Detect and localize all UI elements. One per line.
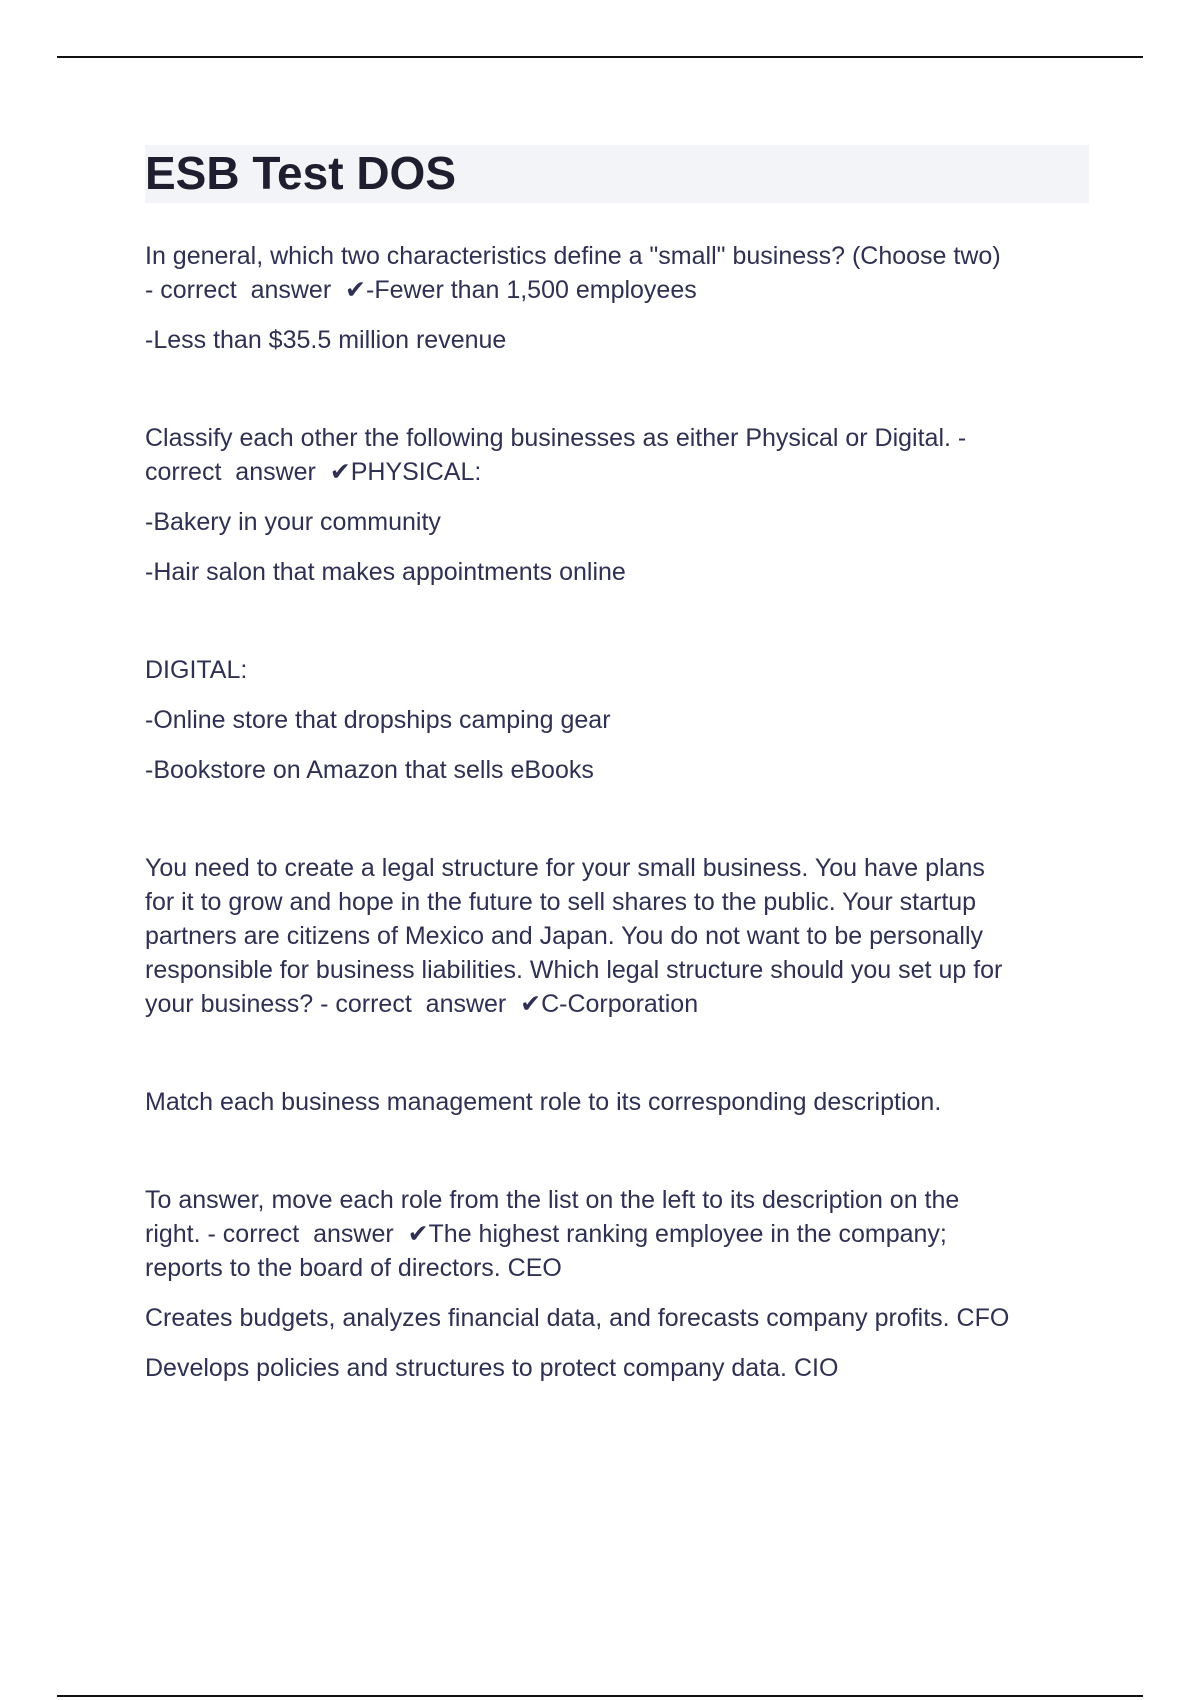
document-body xyxy=(145,145,1089,1385)
answer-heading-digital: DIGITAL: xyxy=(145,656,248,684)
answer-line: Creates budgets, analyzes financial data, and forecasts company profits. CFO xyxy=(145,1304,1010,1332)
bottom-rule xyxy=(57,1695,1143,1697)
text-line: for it to grow and hope in the future to sell shares to the public. Your startup xyxy=(145,888,977,916)
text-line: - correct answer ✔-Fewer than 1,500 employees xyxy=(145,276,697,304)
question-match-roles: Match each business management role to its corresponding description. xyxy=(145,1088,942,1116)
text-line: You need to create a legal structure for your small business. You have plans xyxy=(145,854,985,882)
answer-line: Develops policies and structures to protect company data. CIO xyxy=(145,1354,839,1382)
question-match-instructions xyxy=(145,1183,1089,1285)
qa-list xyxy=(145,239,1089,1385)
answer-line: -Bookstore on Amazon that sells eBooks xyxy=(145,756,594,784)
answer-line: -Online store that dropships camping gear xyxy=(145,706,611,734)
text-line: right. - correct answer ✔The highest ranking employee in the company; xyxy=(145,1220,947,1248)
answer-line: -Hair salon that makes appointments online xyxy=(145,558,626,586)
answer-line: -Less than $35.5 million revenue xyxy=(145,326,507,354)
title-band xyxy=(145,145,1089,203)
question-small-business xyxy=(145,239,1089,307)
answer-line: -Bakery in your community xyxy=(145,508,441,536)
text-line: responsible for business liabilities. Which legal structure should you set up for xyxy=(145,956,1003,984)
question-physical-digital xyxy=(145,421,1089,489)
text-line: partners are citizens of Mexico and Japan. You do not want to be personally xyxy=(145,922,984,950)
document-title: ESB Test DOS xyxy=(145,147,456,199)
question-legal-structure xyxy=(145,851,1089,1021)
text-line: In general, which two characteristics define a "small" business? (Choose two) xyxy=(145,242,1001,270)
text-line: Classify each other the following businesses as either Physical or Digital. - xyxy=(145,424,967,452)
top-rule xyxy=(57,56,1143,58)
text-line: correct answer ✔PHYSICAL: xyxy=(145,458,482,486)
text-line: To answer, move each role from the list on the left to its description on the xyxy=(145,1186,960,1214)
text-line: your business? - correct answer ✔C-Corporation xyxy=(145,990,699,1018)
text-line: reports to the board of directors. CEO xyxy=(145,1254,562,1282)
